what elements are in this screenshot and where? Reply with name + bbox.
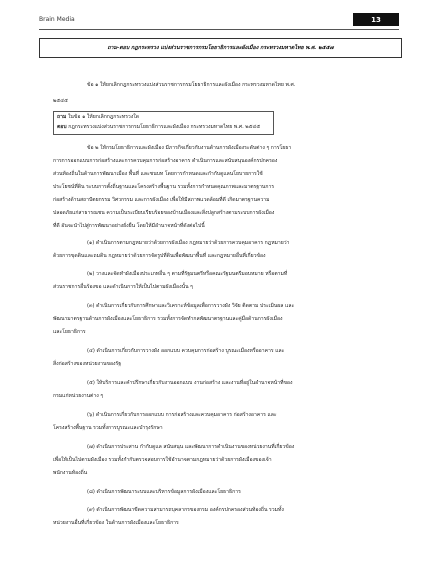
title-box xyxy=(39,38,402,58)
body-line: ก่อสร้างด้านสถาปัตยกรรม วิศวกรรม และการผังเมือง เพื่อให้มีสภาพแวดล้อมที่ดี เกิดมาตรฐานความ xyxy=(53,197,270,203)
body-line: (๒) วางและจัดทำผังเมืองประเภทอื่น ๆ ตามที่รัฐมนตรีหรือคณะรัฐมนตรีมอบหมาย หรือตามที่ xyxy=(87,271,288,277)
answer-text: กฎกระทรวงแบ่งส่วนราชการกรมโยธาธิการและผังเมือง กระทรวงมหาดไทย พ.ศ. ๒๕๔๕ xyxy=(68,124,261,130)
body-line: (๘) ดำเนินการพัฒนาระบบและบริหารข้อมูลการผังเมืองและโยธาธิการ xyxy=(87,489,241,495)
body-line: ๒๕๔๕ xyxy=(53,98,68,104)
answer-label: ตอบ xyxy=(57,124,67,130)
body-line: ประโยชน์ที่ดิน ระบบการตั้งถิ่นฐานและโครงสร้างพื้นฐาน รวมทั้งการกำหนดคุณภาพและมาตรฐานการ xyxy=(53,184,275,190)
qa-note-box xyxy=(53,111,274,135)
body-line: โครงสร้างพื้นฐาน รวมทั้งการบูรณะและบำรุงรักษา xyxy=(53,425,163,431)
body-line: ข้อ ๑ ให้ยกเลิกกฎกระทรวงแบ่งส่วนราชการกรมโยธาธิการและผังเมือง กระทรวงมหาดไทย พ.ศ. xyxy=(87,82,296,88)
body-line: หน่วยงานอื่นที่เกี่ยวข้อง ในด้านการผังเมืองและโยธาธิการ xyxy=(53,520,179,526)
body-line: เพื่อให้เป็นไปตามผังเมือง รวมทั้งกำกับตรวจสอบการใช้อำนาจตามกฎหมายว่าด้วยการผังเมืองของเจ้า xyxy=(53,457,272,463)
body-line: ปลอดภัยแก่สาธารณชน ความเป็นระเบียบเรียบร้อยของบ้านเมืองและสิ่งปลูกสร้างตามระบบการผังเมือง xyxy=(53,210,275,216)
question-label: ถาม xyxy=(57,114,67,120)
body-line: (๓) ดำเนินการเกี่ยวกับการศึกษาและวิเคราะห์ข้อมูลเพื่อการวางผัง วิจัย ติดตาม ประเมินผล และ xyxy=(87,303,295,309)
question-text: ในข้อ ๑ ให้ยกเลิกกฎกระทรวงใด xyxy=(67,114,140,120)
body-line: การการออกแบบการก่อสร้างและการควบคุมการก่อสร้างอาคาร ดำเนินการและสนับสนุนองค์กรปกครอง xyxy=(53,158,278,164)
body-line: (๑) ดำเนินการตามกฎหมายว่าด้วยการผังเมือง กฎหมายว่าด้วยการควบคุมอาคาร กฎหมายว่า xyxy=(87,240,290,246)
body-line: ที่ดี อันจะนำไปสู่การพัฒนาอย่างยั่งยืน โดยให้มีอำนาจหน้าที่ดังต่อไปนี้ xyxy=(53,223,205,229)
answer-row xyxy=(57,124,260,131)
body-line: ข้อ ๒ ให้กรมโยธาธิการและผังเมือง มีภารกิจเกี่ยวกับงานด้านการผังเมืองระดับต่าง ๆ การโยธา xyxy=(87,145,292,151)
body-line: กรมแก่หน่วยงานต่าง ๆ xyxy=(53,393,104,399)
body-line: ด้วยการขุดดินและถมดิน กฎหมายว่าด้วยการจัดรูปที่ดินเพื่อพัฒนาพื้นที่ และกฎหมายอื่นที่เกี่ยวข้อง xyxy=(53,253,266,259)
body-line: และโยธาธิการ xyxy=(53,329,86,335)
body-line: พนักงานท้องถิ่น xyxy=(53,470,88,476)
page-number: 13 xyxy=(371,15,381,24)
header-divider xyxy=(39,29,399,30)
body-line: (๔) ดำเนินการเกี่ยวกับการวางผัง ออกแบบ ควบคุมการก่อสร้าง บูรณะเมืองหรืออาคาร และ xyxy=(87,348,285,354)
body-line: ส่วนราชการอื่นร้องขอ และดำเนินการให้เป็นไปตามผังเมืองนั้น ๆ xyxy=(53,284,193,290)
page-number-badge xyxy=(353,13,399,26)
body-line: สิ่งก่อสร้างของหน่วยงานของรัฐ xyxy=(53,361,122,367)
document-title: ถาม-ตอบ กฎกระทรวง แบ่งส่วนราชการกรมโยธาธิการและผังเมือง กระทรวงมหาดไทย พ.ศ. ๒๕๕๗ xyxy=(107,45,334,51)
question-row xyxy=(57,114,139,121)
body-line: (๕) ให้บริการและคำปรึกษาเกี่ยวกับงานออกแบบ งานก่อสร้าง และงานที่อยู่ในอำนาจหน้าที่ของ xyxy=(87,380,293,386)
body-line: พัฒนามาตรฐานด้านการผังเมืองและโยธาธิการ รวมทั้งการจัดทำกลพัฒนาตรฐานและคู่มือด้านการผังเมือง xyxy=(53,316,283,322)
body-line: ส่วนท้องถิ่นในด้านการพัฒนาเมือง พื้นที่ และชนบท โดยการกำหนดและกำกับดูแลนโยบายการใช้ xyxy=(53,171,263,177)
body-line: (๙) ดำเนินการพัฒนาขีดความสามารถบุคลากรของกรม องค์กรปกครองส่วนท้องถิ่น รวมทั้ง xyxy=(87,507,284,513)
body-line: (๖) ดำเนินการเกี่ยวกับการออกแบบ การก่อสร้างและควบคุมอาคาร ก่อสร้างอาคาร และ xyxy=(87,412,277,418)
body-line: (๗) ดำเนินการประสาน กำกับดูแล สนับสนุน และพัฒนาการดำเนินงานของหน่วยงานที่เกี่ยวข้อง xyxy=(87,444,295,450)
publisher-name: Brain Media xyxy=(39,16,75,23)
